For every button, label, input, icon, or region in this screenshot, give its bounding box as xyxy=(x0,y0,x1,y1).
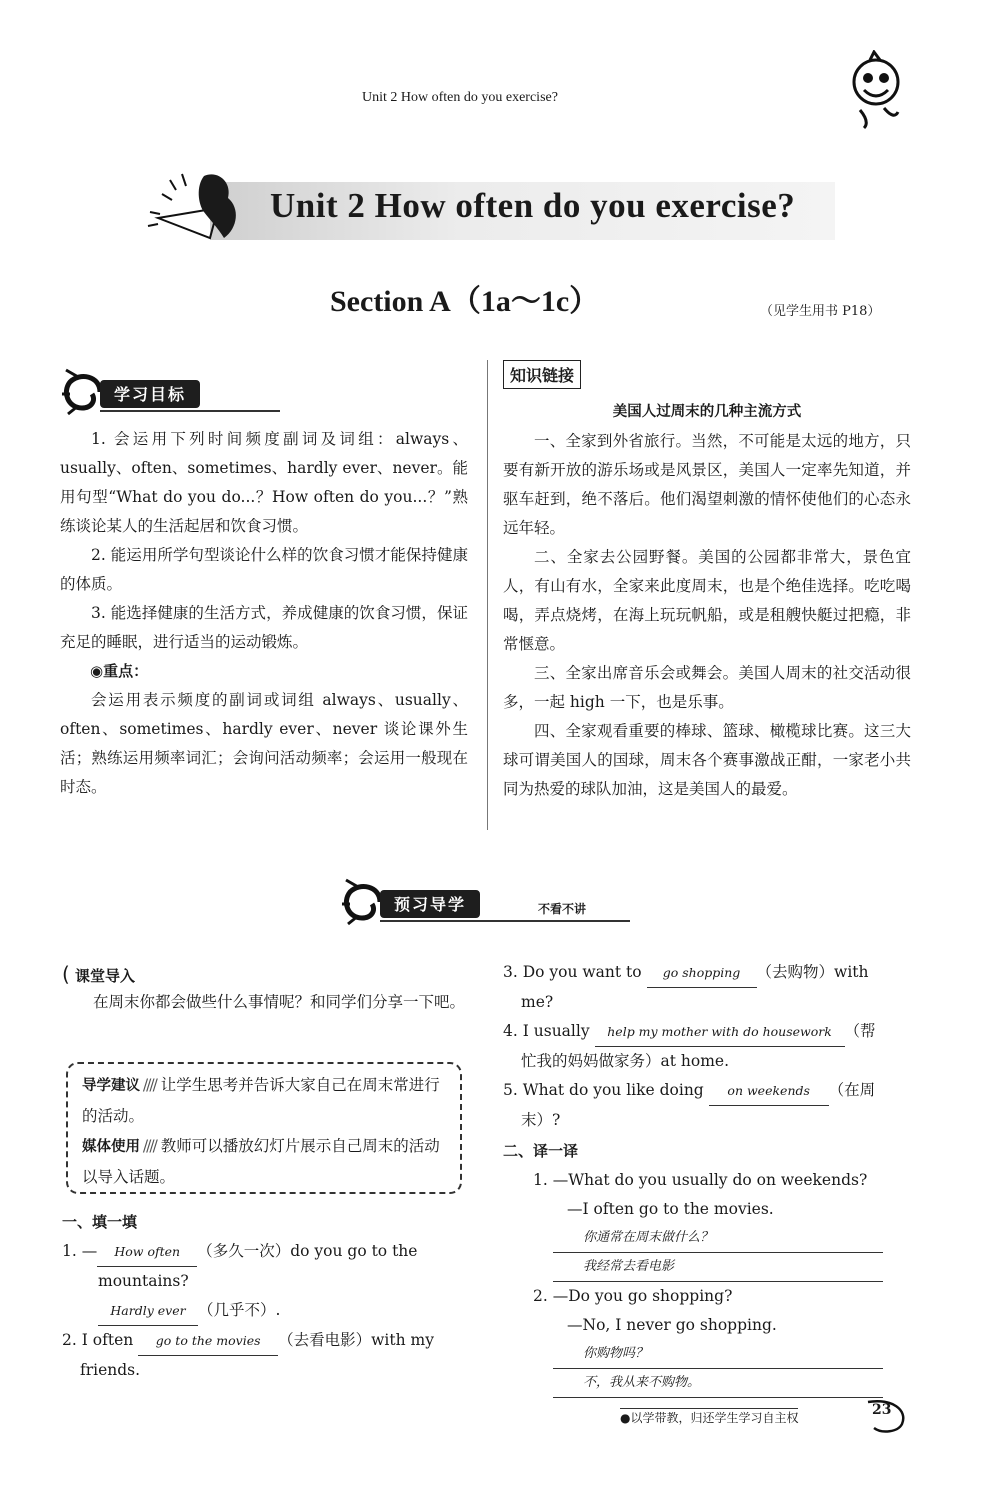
fill-q1-answer-2: Hardly ever xyxy=(98,1296,198,1326)
fill-q2-answer: go to the movies xyxy=(138,1326,278,1356)
runner-icon xyxy=(140,168,260,250)
fill-q2: 2. I often go to the movies （去看电影）with my xyxy=(62,1326,472,1356)
learning-goals-label: 学习目标 xyxy=(100,380,200,408)
goal-item-1: 1. 会运用下列时间频度副词及词组：always、usually、often、sometimes、hardly ever、never。能用句型“What do you do...？How often do you...？”熟练谈论某人的生活起居和饮食习惯。 xyxy=(60,430,468,535)
intro-block xyxy=(62,962,470,1017)
page-swirl-icon xyxy=(862,1396,912,1436)
preview-tag xyxy=(340,882,640,918)
banner-title: Unit 2 How often do you exercise? xyxy=(270,186,796,225)
tip-2: 媒体使用 //// 教师可以播放幻灯片展示自己周末的活动以导入话题。 xyxy=(82,1137,440,1186)
knowledge-link-text xyxy=(503,398,911,804)
section-title: Section A（1a～1c） xyxy=(330,285,600,318)
translate-q1-b: —I often go to the movies. xyxy=(567,1200,774,1218)
translate-q2-b: —No, I never go shopping. xyxy=(567,1316,777,1334)
fill-q1-line2: Hardly ever （几乎不）. xyxy=(62,1296,472,1326)
knowledge-para-2: 二、全家去公园野餐。美国的公园都非常大，景色宜人，有山有水，全家来此度周末，也是个绝佳选择。吃吃喝喝，弄点烧烤，在海上玩玩帆船，或是租艘快艇过把瘾，非常惬意。 xyxy=(503,548,911,653)
preview-label: 预习导学 xyxy=(380,890,480,918)
fill-q1-cont: mountains? xyxy=(98,1272,189,1290)
unit-banner xyxy=(140,168,835,250)
fill-q1-answer: How often xyxy=(97,1237,197,1267)
fill-q5-cont: 末）? xyxy=(521,1111,561,1129)
tip-1: 导学建议 //// 让学生思考并告诉大家自己在周末常进行的活动。 xyxy=(82,1076,440,1125)
translate-q2: 2. —Do you go shopping? xyxy=(533,1287,733,1305)
column-divider xyxy=(487,360,488,830)
knowledge-para-3: 三、全家出席音乐会或舞会。美国人周末的社交活动很多，一起 high 一下，也是乐事。 xyxy=(503,664,911,711)
student-book-reference: （见学生用书 P18） xyxy=(760,304,881,319)
fill-q3-answer: go shopping xyxy=(647,958,757,988)
mascot-icon xyxy=(840,50,910,130)
translate-q2-answer-b: 不，我从来不购物。 xyxy=(553,1369,883,1398)
fill-q5-answer: on weekends xyxy=(709,1076,829,1106)
fill-q1: 1. — How often （多久一次）do you go to the xyxy=(62,1237,472,1267)
learning-goals-text xyxy=(60,425,468,802)
fill-q4: 4. I usually help my mother with do housework （帮 xyxy=(503,1017,913,1047)
fill-q3: 3. Do you want to go shopping （去购物）with xyxy=(503,958,913,988)
fill-section xyxy=(62,1208,472,1385)
fill-q4-answer: help my mother with do housework xyxy=(595,1017,845,1047)
preview-note: 不看不讲 xyxy=(538,902,587,916)
key-points-label: ◉重点： xyxy=(90,662,149,680)
translate-q1-answer-b: 我经常去看电影 xyxy=(553,1253,883,1282)
learning-goals-tag xyxy=(60,372,280,408)
translate-q1-answer-a: 你通常在周末做什么？ xyxy=(553,1224,883,1253)
fill-head: 一、填一填 xyxy=(62,1213,138,1231)
knowledge-para-4: 四、全家观看重要的棒球、篮球、橄榄球比赛。这三大球可谓美国人的国球，周末各个赛事激战正酣，一家老小共同为热爱的球队加油，这是美国人的最爱。 xyxy=(503,722,911,798)
intro-text: 在周末你都会做些什么事情呢？和同学们分享一下吧。 xyxy=(93,993,466,1011)
page-number: 23 xyxy=(872,1402,892,1418)
translate-q1: 1. —What do you usually do on weekends? xyxy=(533,1171,868,1189)
translate-head: 二、译一译 xyxy=(503,1142,579,1160)
goal-item-2: 2. 能运用所学句型谈论什么样的饮食习惯才能保持健康的体质。 xyxy=(60,546,468,593)
fill-q5: 5. What do you like doing on weekends （在周 xyxy=(503,1076,913,1106)
tips-box xyxy=(66,1062,462,1194)
footer-slogan: ●以学带教，归还学生学习自主权 xyxy=(620,1408,798,1426)
intro-head: ( 课堂导入 xyxy=(62,962,136,986)
knowledge-para-1: 一、全家到外省旅行。当然，不可能是太远的地方，只要有新开放的游乐场或是风景区，美国人一定率先知道，并驱车赶到，绝不落后。他们渴望刺激的情怀使他们的心态永远年轻。 xyxy=(503,432,911,537)
fill-q2-cont: friends. xyxy=(80,1361,141,1379)
running-header: Unit 2 How often do you exercise? xyxy=(362,90,558,105)
key-points-text: 会运用表示频度的副词或词组 always、usually、often、sometimes、hardly ever、never 谈论课外生活；熟练运用频率词汇；会询问活动频率；会运用一般现在时态。 xyxy=(60,691,468,796)
tag-underline xyxy=(100,410,280,412)
fill-section-cont xyxy=(503,958,913,1398)
fill-q4-cont: 忙我的妈妈做家务）at home. xyxy=(521,1052,730,1070)
knowledge-link-tag: 知识链接 xyxy=(503,360,581,389)
translate-q2-answer-a: 你购物吗？ xyxy=(553,1340,883,1369)
goal-item-3: 3. 能选择健康的生活方式，养成健康的饮食习惯，保证充足的睡眠，进行适当的运动锻炼。 xyxy=(60,604,468,651)
knowledge-title: 美国人过周末的几种主流方式 xyxy=(612,404,802,420)
tag-underline xyxy=(380,920,630,922)
fill-q3-cont: me? xyxy=(521,993,554,1011)
